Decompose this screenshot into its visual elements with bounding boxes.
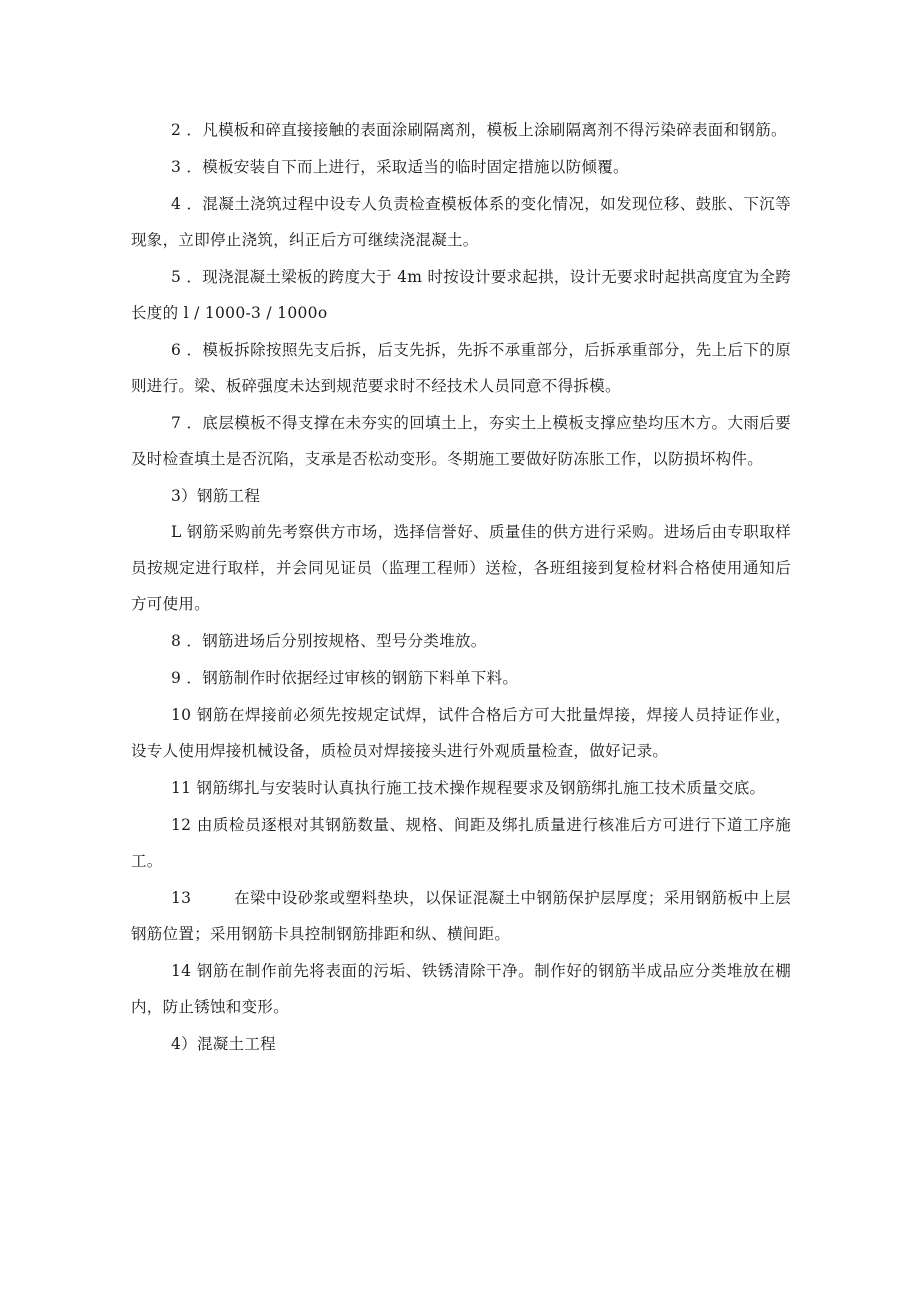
- paragraph-item-5: 5 ．现浇混凝土梁板的跨度大于 4m 时按设计要求起拱，设计无要求时起拱高度宜为全跨长度的 l / 1000-3 / 1000o: [131, 268, 791, 322]
- paragraph-item-2: 2 ．凡模板和碎直接接触的表面涂刷隔离剂，模板上涂刷隔离剂不得污染碎表面和钢筋。: [171, 121, 787, 139]
- paragraph-item-3: 3 ．模板安装自下而上进行，采取适当的临时固定措施以防倾覆。: [171, 158, 629, 176]
- paragraph-item-12: 12 由质检员逐根对其钢筋数量、规格、间距及绑扎质量进行核准后方可进行下道工序施工。: [131, 816, 791, 870]
- section-heading-concrete: 4）混凝土工程: [171, 1035, 276, 1053]
- paragraph-item-10: 10 钢筋在焊接前必须先按规定试焊，试件合格后方可大批量焊接，焊接人员持证作业，设专人使用焊接机械设备，质检员对焊接接头进行外观质量检查，做好记录。: [131, 706, 791, 760]
- paragraph-item-4: 4 ．混凝土浇筑过程中设专人负责检查模板体系的变化情况，如发现位移、鼓胀、下沉等现象，立即停止浇筑，纠正后方可继续浇混凝土。: [131, 195, 791, 249]
- document-body: [131, 112, 791, 1062]
- paragraph-item-9: 9 ．钢筋制作时依据经过审核的钢筋下料单下料。: [171, 669, 519, 687]
- paragraph-item-14: 14 钢筋在制作前先将表面的污垢、铁锈清除干净。制作好的钢筋半成品应分类堆放在棚内，防止锈蚀和变形。: [131, 962, 791, 1016]
- paragraph-item-6: 6 ．模板拆除按照先支后拆，后支先拆，先拆不承重部分，后拆承重部分，先上后下的原则进行。梁、板碎强度未达到规范要求时不经技术人员同意不得拆模。: [131, 341, 791, 395]
- paragraph-item-l: L 钢筋采购前先考察供方市场，选择信誉好、质量佳的供方进行采购。进场后由专职取样员按规定进行取样，并会同见证员（监理工程师）送检，各班组接到复检材料合格使用通知后方可使用。: [131, 523, 791, 613]
- paragraph-item-13: 13 在梁中设砂浆或塑料垫块，以保证混凝土中钢筋保护层厚度；采用钢筋板中上层钢筋位置；采用钢筋卡具控制钢筋排距和纵、横间距。: [131, 889, 791, 943]
- paragraph-item-7: 7 ．底层模板不得支撑在未夯实的回填土上，夯实土上模板支撑应垫均压木方。大雨后要及时检查填土是否沉陷，支承是否松动变形。冬期施工要做好防冻胀工作，以防损坏构件。: [131, 414, 791, 468]
- section-heading-rebar: 3）钢筋工程: [171, 487, 261, 505]
- paragraph-item-8: 8 ．钢筋进场后分别按规格、型号分类堆放。: [171, 632, 487, 650]
- paragraph-item-11: 11 钢筋绑扎与安装时认真执行施工技术操作规程要求及钢筋绑扎施工技术质量交底。: [171, 779, 766, 797]
